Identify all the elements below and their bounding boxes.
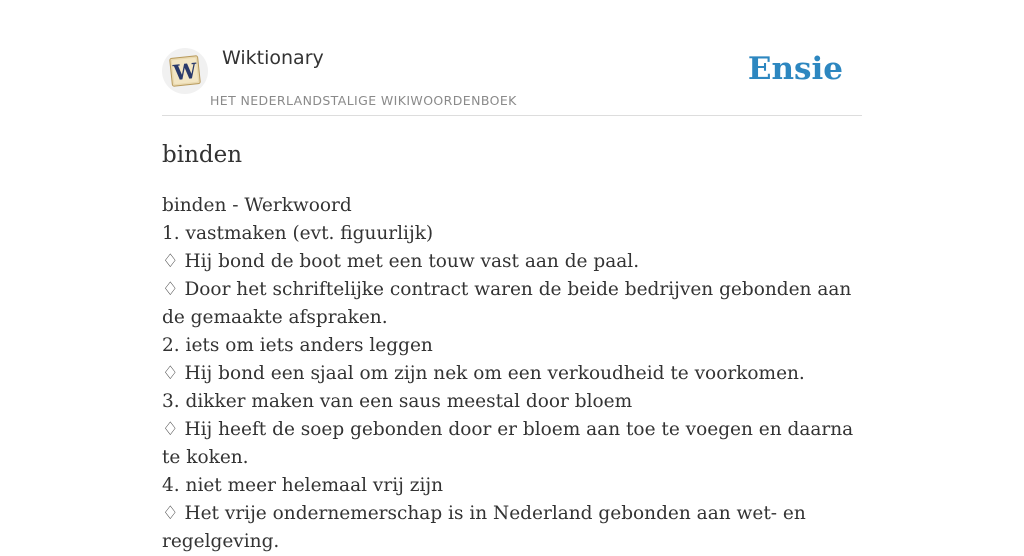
wiktionary-logo-icon[interactable] (162, 48, 208, 94)
example-line: ♢ Hij bond de boot met een touw vast aan de paal. (162, 251, 640, 272)
definition-line: 3. dikker maken van een saus meestal door bloem (162, 391, 633, 412)
definition-line: 1. vastmaken (evt. figuurlijk) (162, 223, 434, 244)
example-line: ♢ Door het schriftelijke contract waren de beide bedrijven gebonden aan de gemaakte afspraken. (162, 279, 852, 328)
ensie-brand-logo[interactable]: Ensie (747, 51, 843, 87)
definition-line: 2. iets om iets anders leggen (162, 335, 433, 356)
entry-body (162, 192, 862, 556)
wiktionary-tile-icon (168, 54, 202, 88)
example-line: ♢ Hij bond een sjaal om zijn nek om een verkoudheid te voorkomen. (162, 363, 805, 384)
example-line: ♢ Hij heeft de soep gebonden door er bloem aan toe te voegen en daarna te koken. (162, 419, 854, 468)
entry-heading: binden - Werkwoord (162, 195, 352, 216)
definition-line: 4. niet meer helemaal vrij zijn (162, 475, 444, 496)
site-header (162, 0, 862, 116)
logo-letter: W (172, 57, 199, 86)
entry-card (162, 0, 862, 552)
site-name[interactable]: Wiktionary (222, 47, 324, 69)
site-tagline: HET NEDERLANDSTALIGE WIKIWOORDENBOEK (210, 93, 517, 108)
example-line: ♢ Het vrije ondernemerschap is in Nederland gebonden aan wet- en regelgeving. (162, 503, 806, 552)
entry-title: binden (162, 142, 243, 168)
